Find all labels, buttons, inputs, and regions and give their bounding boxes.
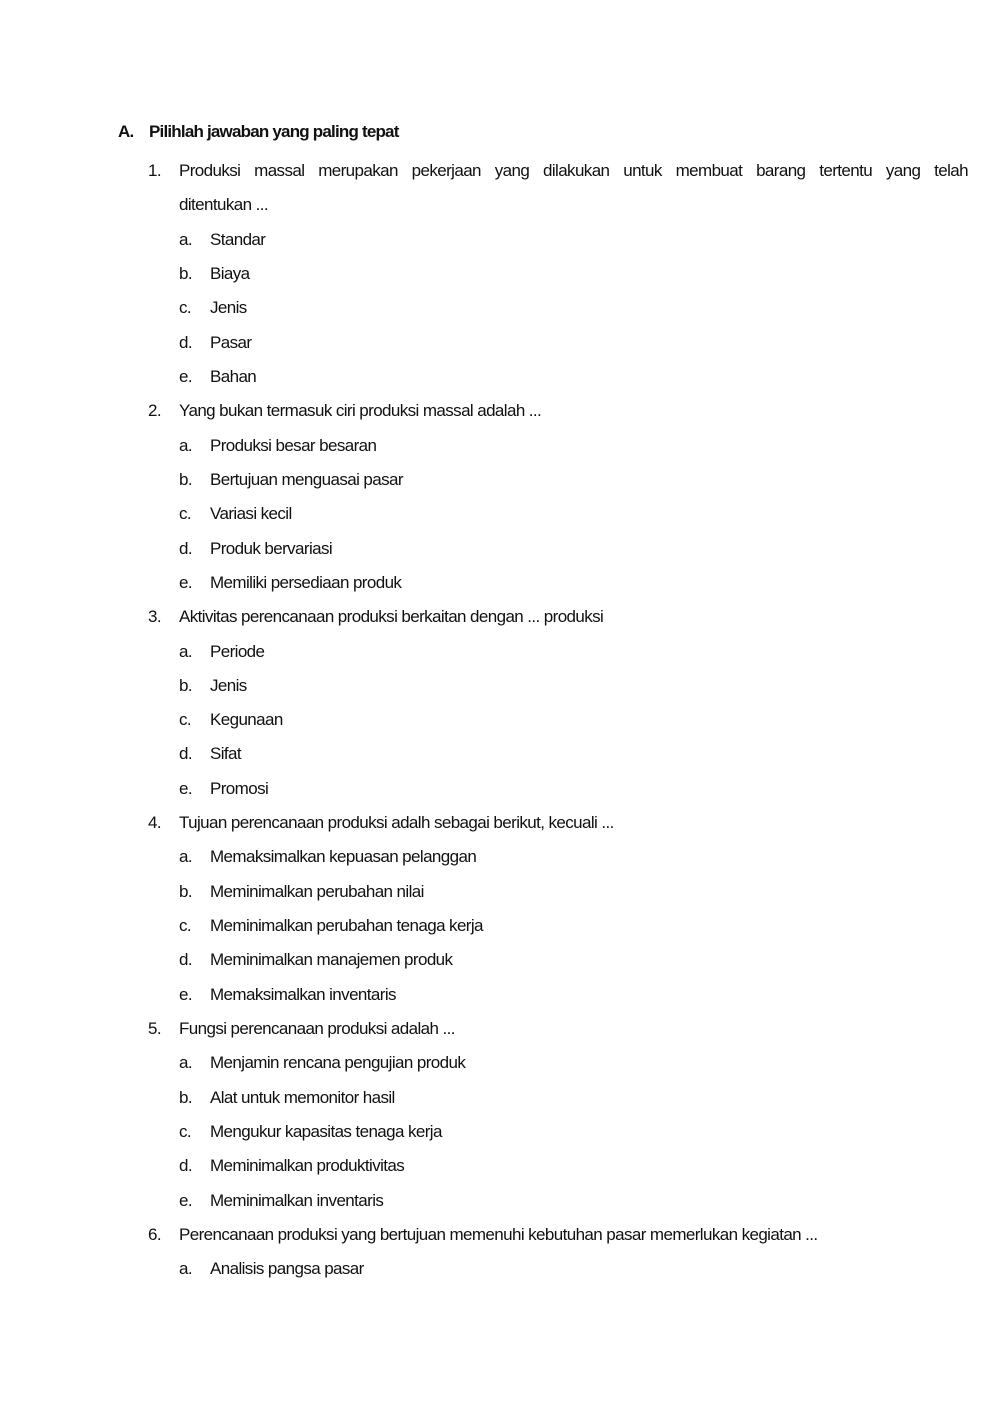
option-text: Produksi besar besaran	[210, 435, 377, 455]
option-list	[148, 429, 968, 600]
question-2	[148, 394, 968, 600]
option-text: Analisis pangsa pasar	[210, 1259, 364, 1279]
option-item[interactable]	[179, 1252, 968, 1286]
question-text: Tujuan perencanaan produksi adalh sebagai berikut, kecuali ...	[179, 813, 614, 833]
question-number: 5.	[148, 1018, 161, 1038]
question-number: 4.	[148, 813, 161, 833]
option-item[interactable]	[179, 1081, 968, 1115]
question-5	[148, 1012, 968, 1218]
option-letter: b.	[179, 1087, 192, 1107]
section-title: Pilihlah jawaban yang paling tepat	[149, 122, 399, 141]
option-item[interactable]	[179, 429, 968, 463]
option-list	[148, 1046, 968, 1217]
option-text: Sifat	[210, 744, 242, 764]
option-item[interactable]	[179, 875, 968, 909]
question-number: 1.	[148, 161, 161, 180]
question-4	[148, 806, 968, 1012]
option-text: Meminimalkan produktivitas	[210, 1156, 405, 1176]
option-letter: a.	[179, 641, 192, 661]
question-1	[148, 154, 968, 394]
option-item[interactable]	[179, 566, 968, 600]
question-text: Yang bukan termasuk ciri produksi massal adalah ...	[179, 401, 542, 421]
option-text: Bahan	[210, 367, 257, 386]
question-text: Fungsi perencanaan produksi adalah ...	[179, 1018, 455, 1038]
question-number: 2.	[148, 401, 161, 421]
option-text: Pasar	[210, 332, 252, 352]
question-list	[148, 154, 968, 1287]
option-item[interactable]	[179, 497, 968, 531]
option-text: Kegunaan	[210, 710, 283, 730]
option-item[interactable]	[179, 1046, 968, 1080]
option-letter: e.	[179, 984, 192, 1004]
option-text: Mengukur kapasitas tenaga kerja	[210, 1121, 442, 1141]
question-6	[148, 1218, 968, 1287]
option-text: Variasi kecil	[210, 504, 292, 524]
option-item[interactable]	[179, 840, 968, 874]
option-text: Memaksimalkan inventaris	[210, 984, 396, 1004]
option-item[interactable]	[179, 909, 968, 943]
option-letter: e.	[179, 778, 192, 798]
option-text: Meminimalkan perubahan tenaga kerja	[210, 916, 483, 936]
option-text: Jenis	[210, 675, 247, 695]
option-list	[148, 840, 968, 1011]
option-item[interactable]	[179, 1149, 968, 1183]
question-text: Perencanaan produksi yang bertujuan memenuhi kebutuhan pasar memerlukan kegiatan ...	[179, 1224, 818, 1244]
option-text: Periode	[210, 641, 265, 661]
option-letter: a.	[179, 435, 192, 455]
option-item[interactable]	[179, 703, 968, 737]
option-text: Promosi	[210, 778, 269, 798]
option-letter: d.	[179, 538, 192, 558]
option-item[interactable]	[179, 532, 968, 566]
option-item[interactable]	[179, 360, 968, 394]
option-letter: b.	[179, 675, 192, 695]
option-letter: d.	[179, 1156, 192, 1176]
option-letter: c.	[179, 504, 192, 524]
option-letter: c.	[179, 710, 192, 730]
option-letter: a.	[179, 847, 192, 867]
option-letter: e.	[179, 572, 192, 592]
question-text: Produksi massal merupakan pekerjaan yang dilakukan untuk membuat barang tertentu yang telah	[179, 161, 968, 180]
option-item[interactable]	[179, 978, 968, 1012]
option-text: Meminimalkan manajemen produk	[210, 950, 453, 970]
option-text: Meminimalkan perubahan nilai	[210, 881, 424, 901]
question-number: 3.	[148, 607, 161, 627]
option-text: Memaksimalkan kepuasan pelanggan	[210, 847, 477, 867]
option-text: Jenis	[210, 298, 247, 318]
option-letter: a.	[179, 1053, 192, 1073]
option-item[interactable]	[179, 1115, 968, 1149]
option-list	[148, 1252, 968, 1286]
option-text: Memiliki persediaan produk	[210, 572, 402, 592]
option-letter: b.	[179, 470, 192, 489]
option-item[interactable]	[179, 943, 968, 977]
option-letter: c.	[179, 298, 192, 318]
option-item[interactable]	[179, 669, 968, 703]
question-3	[148, 600, 968, 806]
option-letter: d.	[179, 950, 192, 970]
option-item[interactable]	[179, 257, 968, 291]
option-item[interactable]	[179, 635, 968, 669]
section-heading	[118, 122, 399, 142]
option-list	[148, 223, 968, 394]
option-text: Menjamin rencana pengujian produk	[210, 1053, 466, 1073]
option-letter: c.	[179, 916, 192, 936]
option-item[interactable]	[179, 223, 968, 257]
option-letter: e.	[179, 367, 192, 386]
option-item[interactable]	[179, 326, 968, 360]
option-item[interactable]	[179, 737, 968, 771]
option-letter: a.	[179, 229, 192, 249]
question-text: Aktivitas perencanaan produksi berkaitan dengan ... produksi	[179, 607, 604, 627]
option-letter: a.	[179, 1259, 192, 1279]
question-number: 6.	[148, 1224, 161, 1244]
section-marker: A.	[118, 122, 134, 141]
option-item[interactable]	[179, 291, 968, 325]
option-letter: c.	[179, 1121, 192, 1141]
option-item[interactable]	[179, 1184, 968, 1218]
option-text: Standar	[210, 229, 266, 249]
option-text: Meminimalkan inventaris	[210, 1190, 384, 1210]
option-text: Bertujuan menguasai pasar	[210, 470, 403, 489]
question-text-continuation: ditentukan ...	[179, 195, 268, 215]
option-item[interactable]	[179, 772, 968, 806]
option-list	[148, 635, 968, 806]
option-text: Produk bervariasi	[210, 538, 333, 558]
option-text: Alat untuk memonitor hasil	[210, 1087, 395, 1107]
option-item[interactable]	[179, 463, 968, 497]
option-letter: b.	[179, 881, 192, 901]
option-letter: d.	[179, 744, 192, 764]
option-text: Biaya	[210, 264, 250, 284]
option-letter: e.	[179, 1190, 192, 1210]
option-letter: b.	[179, 264, 192, 284]
option-letter: d.	[179, 332, 192, 352]
